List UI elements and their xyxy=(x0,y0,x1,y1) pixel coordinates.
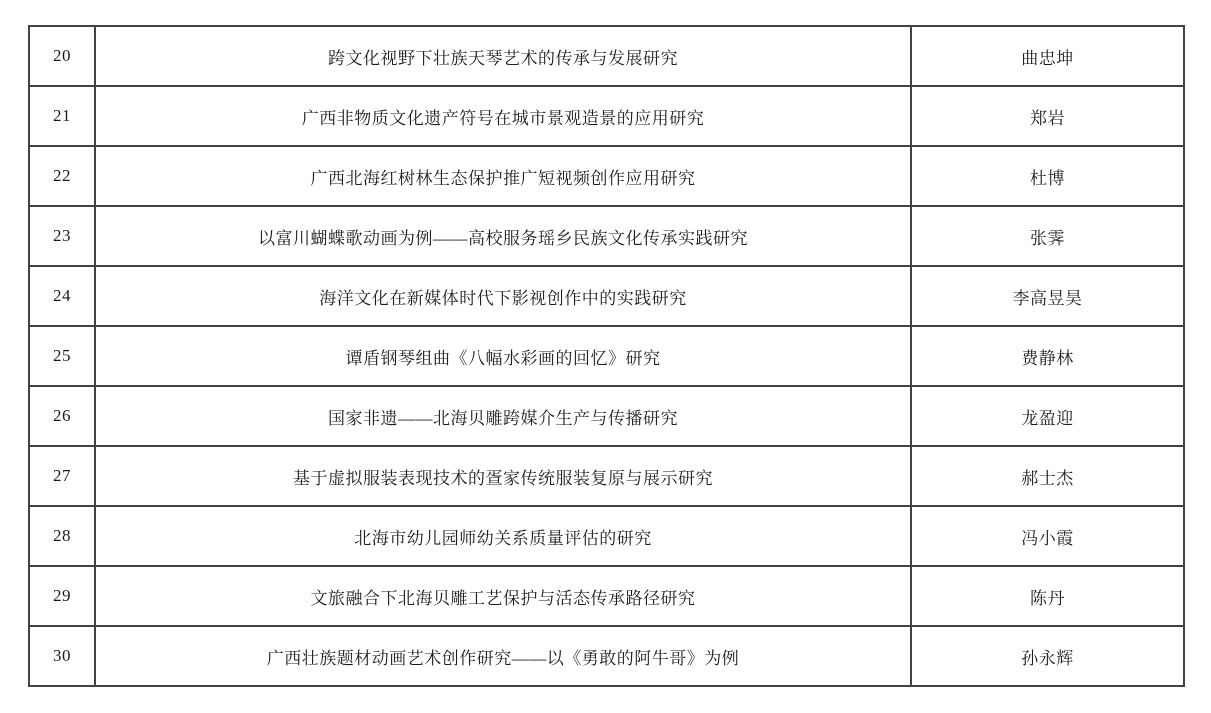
person-name-cell: 张霁 xyxy=(911,206,1184,266)
table-row xyxy=(29,446,1184,506)
table-row xyxy=(29,566,1184,626)
person-name-cell: 费静林 xyxy=(911,326,1184,386)
row-number-cell: 26 xyxy=(29,386,95,446)
row-number-cell: 23 xyxy=(29,206,95,266)
row-number-cell: 22 xyxy=(29,146,95,206)
project-title-cell: 以富川蝴蝶歌动画为例——高校服务瑶乡民族文化传承实践研究 xyxy=(95,206,911,266)
project-title-cell: 跨文化视野下壮族天琴艺术的传承与发展研究 xyxy=(95,26,911,86)
row-number-cell: 29 xyxy=(29,566,95,626)
table-row xyxy=(29,506,1184,566)
row-number-cell: 20 xyxy=(29,26,95,86)
row-number-cell: 28 xyxy=(29,506,95,566)
person-name-cell: 郝士杰 xyxy=(911,446,1184,506)
row-number-cell: 30 xyxy=(29,626,95,686)
row-number-cell: 21 xyxy=(29,86,95,146)
research-project-table xyxy=(28,25,1185,687)
project-title-cell: 谭盾钢琴组曲《八幅水彩画的回忆》研究 xyxy=(95,326,911,386)
person-name-cell: 郑岩 xyxy=(911,86,1184,146)
project-title-cell: 广西非物质文化遗产符号在城市景观造景的应用研究 xyxy=(95,86,911,146)
table-row xyxy=(29,86,1184,146)
person-name-cell: 李高昱昊 xyxy=(911,266,1184,326)
project-title-cell: 国家非遗——北海贝雕跨媒介生产与传播研究 xyxy=(95,386,911,446)
row-number-cell: 24 xyxy=(29,266,95,326)
table-row xyxy=(29,386,1184,446)
table-row xyxy=(29,206,1184,266)
table-row xyxy=(29,26,1184,86)
person-name-cell: 曲忠坤 xyxy=(911,26,1184,86)
person-name-cell: 龙盈迎 xyxy=(911,386,1184,446)
table-row xyxy=(29,146,1184,206)
project-title-cell: 文旅融合下北海贝雕工艺保护与活态传承路径研究 xyxy=(95,566,911,626)
person-name-cell: 陈丹 xyxy=(911,566,1184,626)
row-number-cell: 25 xyxy=(29,326,95,386)
person-name-cell: 冯小霞 xyxy=(911,506,1184,566)
table-row xyxy=(29,266,1184,326)
table-row xyxy=(29,326,1184,386)
project-title-cell: 海洋文化在新媒体时代下影视创作中的实践研究 xyxy=(95,266,911,326)
project-title-cell: 北海市幼儿园师幼关系质量评估的研究 xyxy=(95,506,911,566)
project-title-cell: 广西壮族题材动画艺术创作研究——以《勇敢的阿牛哥》为例 xyxy=(95,626,911,686)
person-name-cell: 孙永辉 xyxy=(911,626,1184,686)
person-name-cell: 杜博 xyxy=(911,146,1184,206)
table-row xyxy=(29,626,1184,686)
project-title-cell: 基于虚拟服装表现技术的疍家传统服装复原与展示研究 xyxy=(95,446,911,506)
table-body xyxy=(29,26,1184,686)
row-number-cell: 27 xyxy=(29,446,95,506)
project-title-cell: 广西北海红树林生态保护推广短视频创作应用研究 xyxy=(95,146,911,206)
